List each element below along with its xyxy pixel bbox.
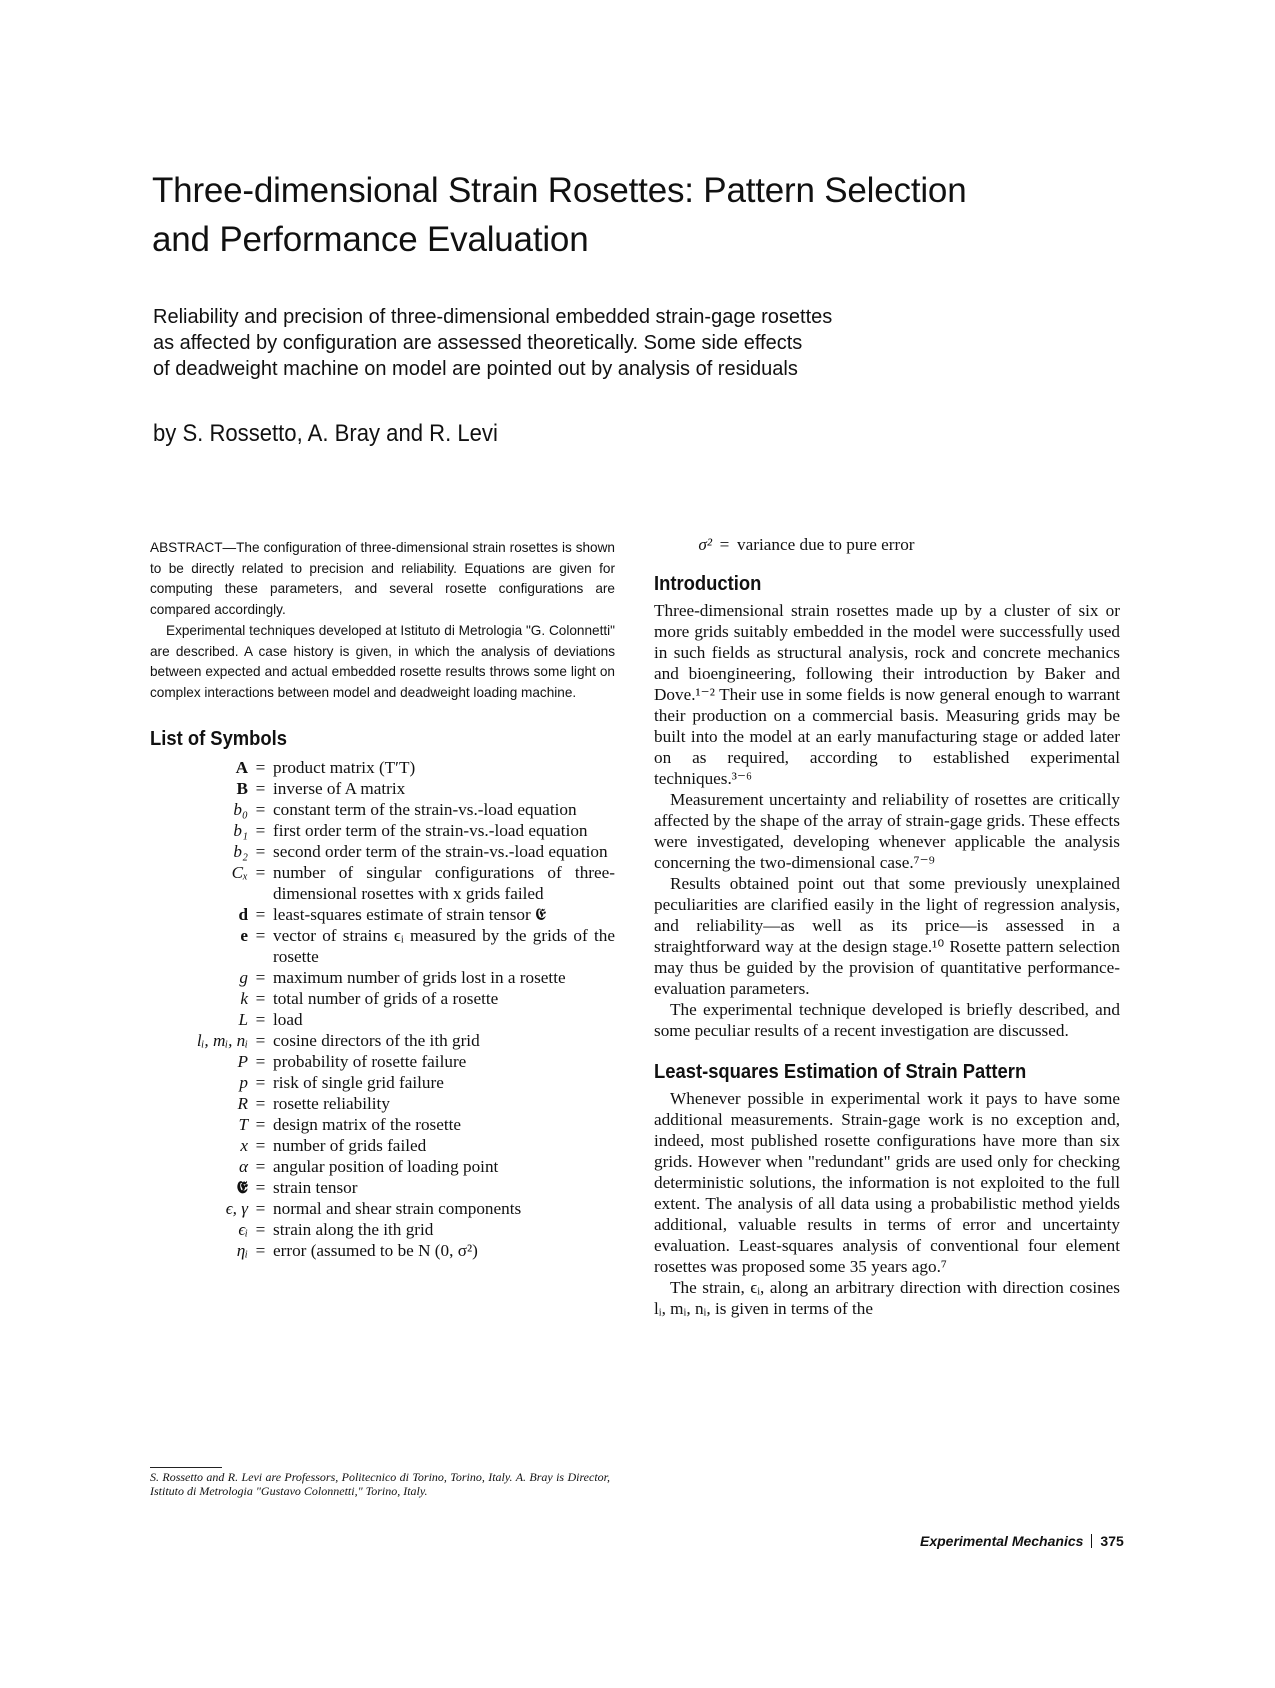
- symbol: T: [238, 1114, 248, 1134]
- equals-sign: =: [255, 778, 266, 798]
- symbol-definition: load: [273, 1009, 303, 1029]
- symbol-definition: error (assumed to be N (0, σ²): [273, 1240, 478, 1260]
- symbol: ηᵢ: [236, 1240, 248, 1260]
- symbol: R: [237, 1093, 248, 1113]
- symbol-row: [150, 1177, 615, 1198]
- introduction-heading: Introduction: [654, 573, 762, 595]
- list-of-symbols-heading: List of Symbols: [150, 727, 287, 750]
- subtitle-line: as affected by configuration are assessed theoretically. Some side effects: [153, 332, 803, 354]
- introduction-body: [654, 600, 1120, 1041]
- symbol-definition: first order term of the strain-vs.-load equation: [273, 820, 588, 840]
- symbol: g: [239, 967, 248, 987]
- least-squares-body: [654, 1088, 1120, 1319]
- symbol: ϵ, γ: [225, 1198, 248, 1218]
- equals-sign: =: [255, 757, 266, 777]
- equals-sign: =: [255, 820, 266, 840]
- equals-sign: =: [719, 535, 730, 554]
- symbol-row: [150, 778, 615, 799]
- article-title: [152, 166, 1112, 264]
- left-column: [150, 538, 615, 1261]
- author-affiliation-footnote: S. Rossetto and R. Levi are Professors, Politecnico di Torino, Torino, Italy. A. Bray is Director, Istituto di Metrologia "Gustavo Colonnetti," Torino, Italy.: [150, 1470, 610, 1498]
- symbol-row: [150, 1219, 615, 1240]
- symbol: Cₓ: [231, 862, 248, 882]
- symbol-definition: maximum number of grids lost in a rosette: [273, 967, 566, 987]
- symbol-row: [150, 841, 615, 862]
- symbol-row: [150, 988, 615, 1009]
- article-subtitle: [153, 304, 913, 382]
- equals-sign: =: [255, 1177, 266, 1197]
- least-squares-heading: Least-squares Estimation of Strain Pattern: [654, 1061, 1027, 1083]
- symbol: P: [237, 1051, 248, 1071]
- symbol-row: [150, 967, 615, 988]
- equals-sign: =: [255, 925, 266, 945]
- symbol-row: [150, 925, 615, 967]
- symbols-list: [150, 757, 615, 1261]
- symbol: ϵᵢ: [238, 1219, 248, 1239]
- equals-sign: =: [255, 1198, 266, 1218]
- equals-sign: =: [255, 799, 266, 819]
- symbol: lᵢ, mᵢ, nᵢ: [196, 1030, 248, 1050]
- symbol: b₀: [233, 799, 248, 819]
- subtitle-line: Reliability and precision of three-dimensional embedded strain-gage rosettes: [153, 306, 833, 328]
- intro-paragraph: Measurement uncertainty and reliability of rosettes are critically affected by the shape of the array of strain-gage grids. These effects were investigated, developing whenever applicable the analysis concerning the two-dimensional case.⁷⁻⁹: [654, 790, 1120, 872]
- symbol: A: [235, 757, 248, 777]
- title-line-1: Three-dimensional Strain Rosettes: Pattern Selection: [152, 171, 967, 210]
- symbol: σ²: [698, 535, 712, 554]
- symbol-row: [150, 1156, 615, 1177]
- equals-sign: =: [255, 841, 266, 861]
- symbol-row: [150, 1240, 615, 1261]
- intro-paragraph: The experimental technique developed is briefly described, and some peculiar results of a recent investigation are discussed.: [654, 1000, 1120, 1040]
- ls-paragraph: Whenever possible in experimental work it pays to have some additional measurements. Strain-gage work is no exception and, indeed, most published rosette configurations have more than six grids. However when "redundant" grids are used only for checking deterministic solutions, the information is not exploited to the full extent. The analysis of all data using a probabilistic method yields additional, valuable results in terms of error and uncertainty evaluation. Least-squares analysis of conventional four element rosettes was proposed some 35 years ago.⁷: [654, 1089, 1120, 1276]
- symbol-row: [150, 757, 615, 778]
- equals-sign: =: [255, 1051, 266, 1071]
- symbol: p: [239, 1072, 248, 1092]
- ls-paragraph: The strain, ϵᵢ, along an arbitrary direction with direction cosines lᵢ, mᵢ, nᵢ, is given in terms of the: [654, 1278, 1120, 1318]
- equals-sign: =: [255, 1093, 266, 1113]
- symbol: 𝕰: [236, 1177, 248, 1197]
- equals-sign: =: [255, 904, 266, 924]
- equals-sign: =: [255, 1030, 266, 1050]
- equals-sign: =: [255, 1135, 266, 1155]
- symbol-definition: vector of strains ϵᵢ measured by the grids of the rosette: [273, 925, 615, 966]
- intro-paragraph: Three-dimensional strain rosettes made up by a cluster of six or more grids suitably embedded in the model were successfully used in such fields as structural analysis, rock and concrete mechanics and bioengineering, following their introduction by Baker and Dove.¹⁻² Their use in some fields is now general enough to warrant their production on a commercial basis. Measuring grids may be built into the model at an early manufacturing stage or added later on as required, according to established experimental techniques.³⁻⁶: [654, 601, 1120, 788]
- symbol: k: [240, 988, 248, 1008]
- symbol: b₁: [233, 820, 248, 840]
- symbol: b₂: [233, 841, 248, 861]
- symbol-definition: product matrix (T′T): [273, 757, 416, 777]
- symbol-row: [150, 1009, 615, 1030]
- abstract-paragraph-1: ABSTRACT—The configuration of three-dimensional strain rosettes is shown to be directly related to precision and reliability. Equations are given for computing these parameters, and several rosette configurations are compared accordingly.: [150, 540, 615, 618]
- symbol-definition: strain tensor: [273, 1177, 358, 1197]
- abstract-paragraph-2: Experimental techniques developed at Istituto di Metrologia "G. Colonnetti" are described. A case history is given, in which the analysis of deviations between expected and actual embedded rosette results throws some light on complex interactions between model and deadweight loading machine.: [150, 622, 615, 700]
- symbol-definition: inverse of A matrix: [273, 778, 406, 798]
- equals-sign: =: [255, 1240, 266, 1260]
- symbol: d: [238, 904, 248, 924]
- equals-sign: =: [255, 1114, 266, 1134]
- symbol-row: [150, 1072, 615, 1093]
- footnote-rule: [150, 1467, 222, 1468]
- page-footer: [920, 1533, 1124, 1549]
- equals-sign: =: [255, 862, 266, 882]
- journal-name: Experimental Mechanics: [920, 1533, 1084, 1549]
- footer-separator: [1091, 1534, 1092, 1548]
- equals-sign: =: [255, 988, 266, 1008]
- symbol: x: [240, 1135, 248, 1155]
- symbol-row: [150, 1093, 615, 1114]
- symbol-definition: design matrix of the rosette: [273, 1114, 462, 1134]
- equals-sign: =: [255, 967, 266, 987]
- equals-sign: =: [255, 1009, 266, 1029]
- equals-sign: =: [255, 1156, 266, 1176]
- equals-sign: =: [255, 1072, 266, 1092]
- symbol-definition: normal and shear strain components: [273, 1198, 522, 1218]
- intro-paragraph: Results obtained point out that some previously unexplained peculiarities are clarified easily in the light of regression analysis, and reliability—as well as its price—is assessed in a straightforward way at the design stage.¹⁰ Rosette pattern selection may thus be guided by the provision of quantitative performance-evaluation parameters.: [654, 874, 1120, 998]
- symbol-definition: total number of grids of a rosette: [273, 988, 499, 1008]
- equals-sign: =: [255, 1219, 266, 1239]
- symbol-row: [150, 1051, 615, 1072]
- symbol-definition: strain along the ith grid: [273, 1219, 434, 1239]
- symbol-row: [150, 799, 615, 820]
- page-number: 375: [1100, 1533, 1124, 1549]
- symbol-definition: risk of single grid failure: [273, 1072, 444, 1092]
- symbol-definition: angular position of loading point: [273, 1156, 499, 1176]
- symbol-definition: rosette reliability: [273, 1093, 390, 1113]
- symbol-row: [150, 1114, 615, 1135]
- symbol-definition: constant term of the strain-vs.-load equation: [273, 799, 577, 819]
- right-column: [654, 534, 1120, 1319]
- symbol-row: [150, 1198, 615, 1219]
- symbol: B: [236, 778, 248, 798]
- symbol-row: [150, 1030, 615, 1051]
- symbol-definition: second order term of the strain-vs.-load equation: [273, 841, 608, 861]
- symbol-row: [150, 1135, 615, 1156]
- author-byline: by S. Rossetto, A. Bray and R. Levi: [153, 420, 498, 447]
- subtitle-line: of deadweight machine on model are pointed out by analysis of residuals: [153, 358, 798, 380]
- symbol-definition: cosine directors of the ith grid: [273, 1030, 480, 1050]
- symbol-definition: least-squares estimate of strain tensor 𝕰: [273, 904, 547, 924]
- symbol-row-sigma: [614, 534, 1120, 555]
- symbol-row: [150, 820, 615, 841]
- symbol-definition: number of grids failed: [273, 1135, 427, 1155]
- symbol: α: [238, 1156, 248, 1176]
- symbol-row: [150, 862, 615, 904]
- symbol: L: [238, 1009, 248, 1029]
- symbol-definition: number of singular configurations of three-dimensional rosettes with x grids failed: [273, 862, 615, 903]
- symbol-definition: probability of rosette failure: [273, 1051, 467, 1071]
- symbol-definition: variance due to pure error: [737, 535, 915, 554]
- title-line-2: and Performance Evaluation: [152, 220, 589, 259]
- symbol: e: [240, 925, 248, 945]
- symbol-row: [150, 904, 615, 925]
